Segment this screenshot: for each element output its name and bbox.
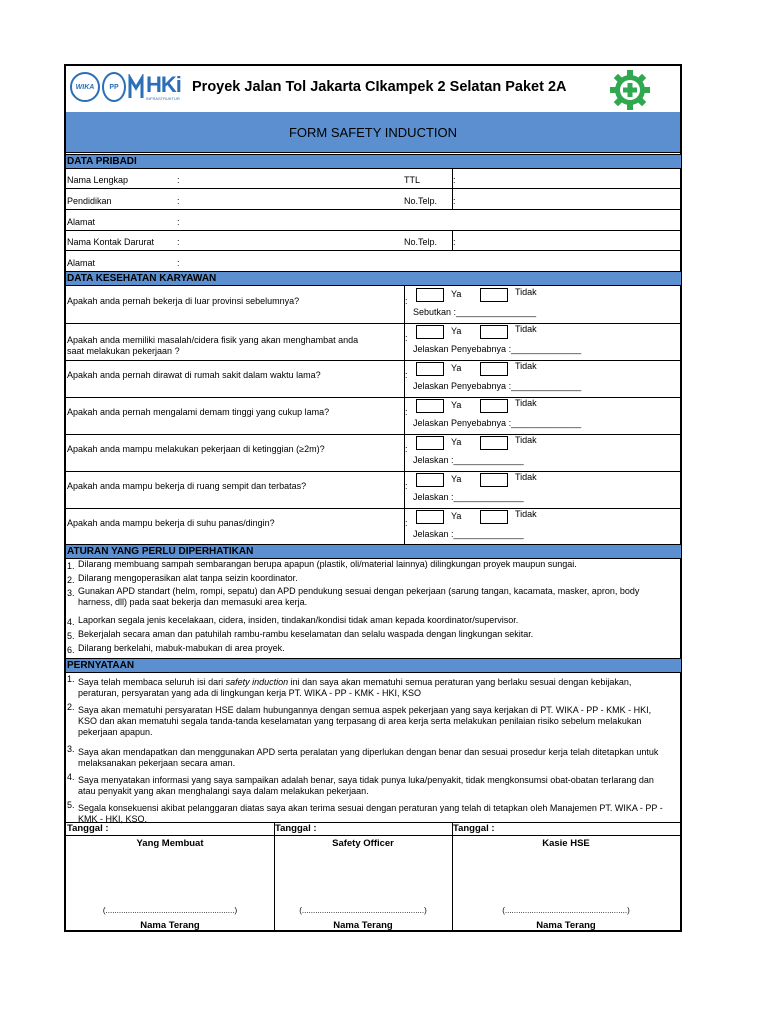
section-aturan: ATURAN YANG PERLU DIPERHATIKAN	[66, 544, 681, 559]
follow-up-field[interactable]: Jelaskan :______________	[413, 455, 524, 465]
follow-up-field[interactable]: Sebutkan :________________	[413, 307, 537, 317]
rule-number: 4.	[67, 617, 75, 627]
rule-number: 2.	[67, 575, 75, 585]
label-nama-lengkap: Nama Lengkap	[67, 175, 129, 185]
health-question: Apakah anda mampu melakukan pekerjaan di ketinggian (≥2m)?	[67, 444, 325, 454]
section-data-pribadi: DATA PRIBADI	[66, 154, 681, 169]
rule-number: 1.	[67, 561, 75, 571]
health-question: Apakah anda mampu bekerja di suhu panas/dingin?	[67, 518, 275, 528]
tidak-label: Tidak	[515, 398, 537, 408]
health-question: Apakah anda pernah mengalami demam tinggi yang cukup lama?	[67, 407, 330, 417]
colon: :	[405, 518, 408, 528]
tidak-label: Tidak	[515, 324, 537, 334]
safety-induction-form	[64, 64, 682, 932]
statement-text: Saya akan mendapatkan dan menggunakan APD serta peralatan yang diperlukan dengan benar dan sesuai prosedur kerja telah ditetapkan untuk melaksanakan pekerjaan secara aman.	[78, 747, 659, 768]
ya-checkbox[interactable]	[416, 288, 444, 302]
follow-up-field[interactable]: Jelaskan :______________	[413, 492, 524, 502]
rule-text: Dilarang membuang sampah sembarangan berupa apapun (plastik, oli/material lainnya) dilingkungan proyek maupun sungai.	[78, 559, 577, 569]
row-divider	[66, 188, 680, 189]
colon: :	[405, 333, 408, 343]
k3-safety-gear-icon	[608, 68, 652, 112]
ya-checkbox[interactable]	[416, 325, 444, 339]
ya-label: Ya	[451, 400, 462, 410]
signature-line[interactable]: (.......................................................)	[299, 906, 427, 915]
ya-checkbox[interactable]	[416, 362, 444, 376]
row-divider	[66, 360, 680, 361]
ya-label: Ya	[451, 326, 462, 336]
tidak-label: Tidak	[515, 509, 537, 519]
tidak-label: Tidak	[515, 361, 537, 371]
colon: :	[177, 217, 180, 227]
colon: :	[177, 237, 180, 247]
row-divider	[66, 323, 680, 324]
section-pernyataan: PERNYATAAN	[66, 658, 681, 673]
statement-text: Saya menyatakan informasi yang saya sampaikan adalah benar, saya tidak punya luka/penyakit, tidak mengkonsumsi obat-obatan terlarang dan atau penyakit yang akan menghalangi saya dalam melakukan pekerjaan.	[78, 775, 654, 796]
ya-checkbox[interactable]	[416, 399, 444, 413]
rule-text: Laporkan segala jenis kecelakaan, cidera, insiden, tindakan/kondisi tidak aman kepada koordinator/supervisor.	[78, 615, 519, 625]
row-divider	[66, 230, 680, 231]
tidak-checkbox[interactable]	[480, 510, 508, 524]
label-alamat-kontak: Alamat	[67, 258, 96, 268]
rule-number: 6.	[67, 645, 75, 655]
row-divider	[66, 209, 680, 210]
health-question-cont: saat melakukan pekerjaan ?	[67, 346, 180, 356]
row-divider	[66, 250, 680, 251]
colon: :	[177, 196, 180, 206]
tidak-checkbox[interactable]	[480, 473, 508, 487]
statement-number: 3.	[67, 744, 75, 754]
signature-top-divider	[66, 822, 680, 823]
row-divider	[66, 434, 680, 435]
rule-number: 3.	[67, 588, 75, 598]
label-alamat: Alamat	[67, 217, 96, 227]
wika-logo: WIKA	[70, 72, 100, 102]
ya-label: Ya	[451, 511, 462, 521]
ya-checkbox[interactable]	[416, 473, 444, 487]
ya-checkbox[interactable]	[416, 510, 444, 524]
statement-number: 1.	[67, 674, 75, 684]
signature-line[interactable]: (..........................................................)	[102, 906, 238, 915]
statement-number: 5.	[67, 800, 75, 810]
health-question: Apakah anda pernah dirawat di rumah sakit dalam waktu lama?	[67, 370, 321, 380]
statement-number: 2.	[67, 702, 75, 712]
label-pendidikan: Pendidikan	[67, 196, 112, 206]
follow-up-field[interactable]: Jelaskan Penyebabnya :______________	[413, 381, 582, 391]
hki-logo: HKi INFRASTRUKTUR	[146, 71, 181, 101]
health-question: Apakah anda memiliki masalah/cidera fisik yang akan menghambat anda	[67, 335, 359, 345]
signature-role: Kasie HSE	[542, 838, 590, 849]
tidak-label: Tidak	[515, 435, 537, 445]
colon: :	[453, 175, 456, 185]
colon: :	[405, 444, 408, 454]
tidak-label: Tidak	[515, 472, 537, 482]
kmk-logo-icon	[128, 74, 144, 100]
statement-text: Saya telah membaca seluruh isi dari safety induction ini dan saya akan mematuhi semua peraturan yang berlaku sesuai dengan kebijakan, peraturan, persyaratan yang ada di lingkungan kerja PT. WIKA - PP - KMK - HKI, KSO	[78, 677, 632, 698]
tidak-checkbox[interactable]	[480, 399, 508, 413]
row-divider	[66, 471, 680, 472]
health-question: Apakah anda pernah bekerja di luar provinsi sebelumnya?	[67, 296, 300, 306]
company-logos	[70, 72, 181, 102]
row-divider	[66, 397, 680, 398]
tidak-checkbox[interactable]	[480, 362, 508, 376]
row-divider	[66, 508, 680, 509]
nama-terang-label: Nama Terang	[333, 920, 393, 931]
ya-label: Ya	[451, 363, 462, 373]
label-no-telp: No.Telp.	[404, 196, 438, 206]
colon: :	[453, 237, 456, 247]
ya-label: Ya	[451, 289, 462, 299]
col-divider	[452, 230, 453, 250]
rule-text: Dilarang mengoperasikan alat tanpa seizin koordinator.	[78, 573, 298, 583]
signature-role: Safety Officer	[332, 838, 394, 849]
statement-text: Saya akan mematuhi persyaratan HSE dalam hubungannya dengan semua aspek pekerjaan yang saya kerjakan di PT. WIKA - PP - KMK - HKI, KSO dan akan mematuhi segala tanda-tanda keselamatan yang terpasang di area kerja serta melakukan penilaian risiko sebelum melakukan pekerjaan apapun.	[78, 705, 652, 737]
nama-terang-label: Nama Terang	[140, 920, 200, 931]
tidak-checkbox[interactable]	[480, 325, 508, 339]
statement-text: Segala konsekuensi akibat pelanggaran diatas saya akan terima sesuai dengan peraturan yang telah di tetapkan oleh Manajemen PT. WIKA - PP - KMK - HKI, KSO.	[78, 803, 663, 824]
follow-up-field[interactable]: Jelaskan Penyebabnya :______________	[413, 344, 582, 354]
ya-label: Ya	[451, 474, 462, 484]
signature-header-divider	[66, 835, 680, 836]
colon: :	[405, 370, 408, 380]
rule-text: Gunakan APD standart (helm, rompi, sepatu) dan APD pendukung sesuai dengan pekerjaan (sarung tangan, kacamata, masker, apron, body harness, dll) pada saat bekerja dan memasuki area kerja.	[78, 586, 640, 607]
rule-text: Dilarang berkelahi, mabuk-mabukan di area proyek.	[78, 643, 285, 653]
colon: :	[177, 258, 180, 268]
form-title: FORM SAFETY INDUCTION	[66, 112, 680, 153]
ya-checkbox[interactable]	[416, 436, 444, 450]
rule-text: Bekerjalah secara aman dan patuhilah rambu-rambu keselamatan dan selalu waspada dengan lingkungan sekitar.	[78, 629, 534, 639]
colon: :	[177, 175, 180, 185]
statement-number: 4.	[67, 772, 75, 782]
follow-up-field[interactable]: Jelaskan :______________	[413, 529, 524, 539]
section-data-kesehatan: DATA KESEHATAN KARYAWAN	[66, 271, 681, 286]
tidak-checkbox[interactable]	[480, 288, 508, 302]
tidak-checkbox[interactable]	[480, 436, 508, 450]
colon: :	[405, 481, 408, 491]
colon: :	[405, 296, 408, 306]
label-kontak-darurat: Nama Kontak Darurat	[67, 237, 155, 247]
colon: :	[405, 407, 408, 417]
follow-up-field[interactable]: Jelaskan Penyebabnya :______________	[413, 418, 582, 428]
project-title: Proyek Jalan Tol Jakarta CIkampek 2 Selatan Paket 2A	[192, 79, 567, 95]
colon: :	[453, 196, 456, 206]
signature-line[interactable]: (.......................................................)	[502, 906, 630, 915]
label-no-telp-kontak: No.Telp.	[404, 237, 438, 247]
tanggal-label: Tanggal :	[67, 823, 109, 834]
signature-role: Yang Membuat	[136, 838, 204, 849]
form-header	[66, 66, 680, 113]
nama-terang-label: Nama Terang	[536, 920, 596, 931]
tanggal-label: Tanggal :	[275, 823, 317, 834]
tidak-label: Tidak	[515, 287, 537, 297]
label-ttl: TTL	[404, 175, 421, 185]
pp-logo: PP	[102, 72, 126, 102]
health-question: Apakah anda mampu bekerja di ruang sempit dan terbatas?	[67, 481, 307, 491]
tanggal-label: Tanggal :	[453, 823, 495, 834]
rule-number: 5.	[67, 631, 75, 641]
ya-label: Ya	[451, 437, 462, 447]
